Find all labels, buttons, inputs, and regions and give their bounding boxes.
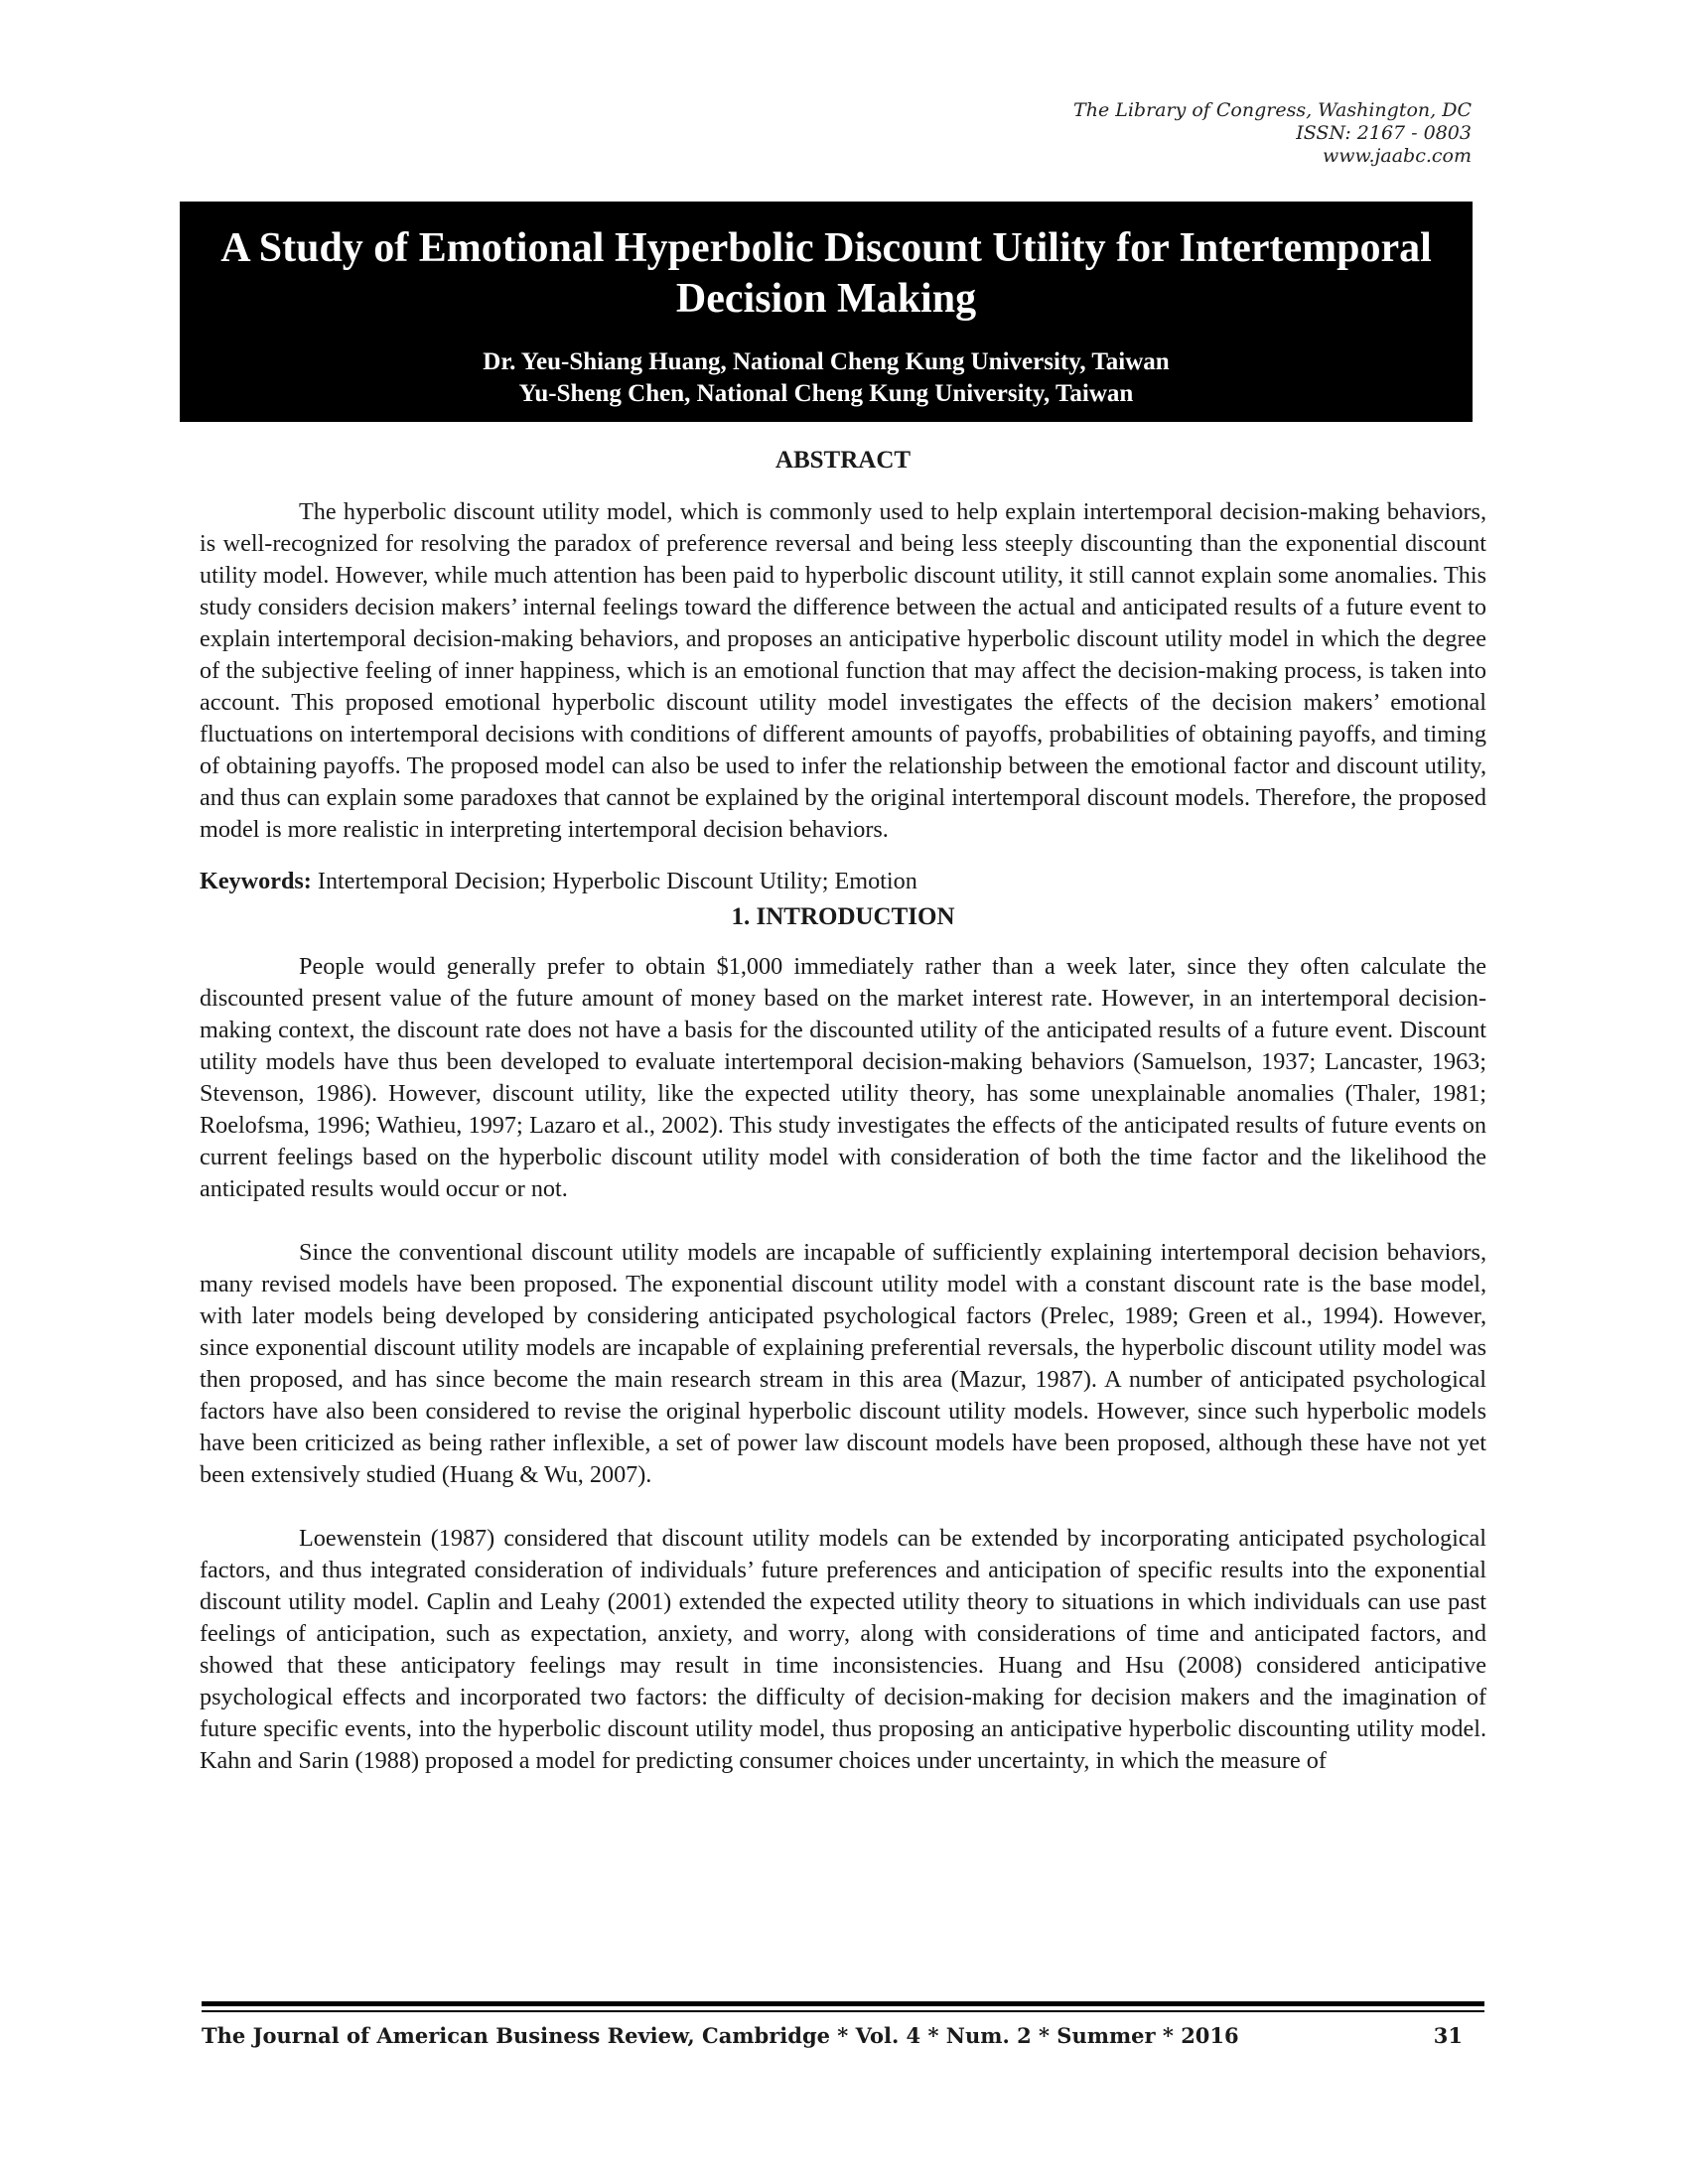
abstract-heading: ABSTRACT [774,447,912,474]
page-footer [202,2022,1463,2050]
issn-line: ISSN: 2167 - 0803 [1296,122,1472,144]
keywords-label: Keywords: [200,868,312,894]
author-1: Dr. Yeu-Shiang Huang, National Cheng Kung University, Taiwan [483,348,1170,375]
title-banner [180,202,1473,422]
publication-info [1073,99,1472,168]
intro-paragraph-1: People would generally prefer to obtain $1,000 immediately rather than a week later, since they often calculate the discounted present value of the future amount of money based on the market interest rate. However, in an intertemporal decision-making context, the discount rate does not have a basis for the discounted utility of the anticipated results of a future event. Discount utility models have thus been developed to evaluate intertemporal decision-making behaviors (Samuelson, 1937; Lancaster, 1963; Stevenson, 1986). However, discount utility, like the expected utility theory, has some unexplainable anomalies (Thaler, 1981; Roelofsma, 1996; Wathieu, 1997; Lazaro et al., 2002). This study investigates the effects of the anticipated results of future events on current feelings based on the hyperbolic discount utility model with consideration of both the time factor and the likelihood the anticipated results would occur or not. [200,953,1486,1202]
author-list [180,346,1473,410]
abstract-section [200,445,1486,1777]
intro-paragraph-3: Loewenstein (1987) considered that discount utility models can be extended by incorporating anticipated psychological factors, and thus integrated consideration of individuals’ future preferences and anticipation of specific results into the exponential discount utility model. Caplin and Leahy (2001) extended the expected utility theory to situations in which individuals can use past feelings of anticipation, such as expectation, anxiety, and worry, along with considerations of time and anticipated factors, and showed that these anticipatory feelings may result in time inconsistencies. Huang and Hsu (2008) considered anticipative psychological effects and incorporated two factors: the difficulty of decision-making for decision makers and the imagination of future specific events, into the hyperbolic discount utility model, thus proposing an anticipative hyperbolic discounting utility model. Kahn and Sarin (1988) proposed a model for predicting consumer choices under uncertainty, in which the measure of [200,1525,1486,1774]
author-2: Yu-Sheng Chen, National Cheng Kung University, Taiwan [518,380,1134,407]
intro-paragraph-2: Since the conventional discount utility models are incapable of sufficiently explaining intertemporal decision behaviors, many revised models have been proposed. The exponential discount utility model with a constant discount rate is the base model, with later models being developed by considering anticipated psychological factors (Prelec, 1989; Green et al., 1994). However, since exponential discount utility models are incapable of explaining preferential reversals, the hyperbolic discount utility model was then proposed, and has since become the main research stream in this area (Mazur, 1987). A number of anticipated psychological factors have also been considered to revise the original hyperbolic discount utility models. However, since such hyperbolic models have been criticized as being rather inflexible, a set of power law discount models have been proposed, although these have not yet been extensively studied (Huang & Wu, 2007). [200,1239,1486,1488]
abstract-text: The hyperbolic discount utility model, which is commonly used to help explain intertemporal decision-making behaviors, is well-recognized for resolving the paradox of preference reversal and being less steeply discounting than the exponential discount utility model. However, while much attention has been paid to hyperbolic discount utility, it still cannot explain some anomalies. This study considers decision makers’ internal feelings toward the difference between the actual and anticipated results of a future event to explain intertemporal decision-making behaviors, and proposes an anticipative hyperbolic discount utility model in which the degree of the subjective feeling of inner happiness, which is an emotional function that may affect the decision-making process, is taken into account. This proposed emotional hyperbolic discount utility model investigates the effects of the decision makers’ emotional fluctuations on intertemporal decisions with conditions of different amounts of payoffs, probabilities of obtaining payoffs, and timing of obtaining payoffs. The proposed model can also be used to infer the relationship between the emotional factor and discount utility, and thus can explain some paradoxes that cannot be explained by the original intertemporal discount models. Therefore, the proposed model is more realistic in interpreting intertemporal decision behaviors. [200,498,1486,843]
footer-rule-thin [202,2010,1484,2012]
title-line-1: A Study of Emotional Hyperbolic Discount Utility for Intertemporal [220,225,1432,271]
footer-rule-thick [202,2001,1484,2006]
introduction-heading: 1. INTRODUCTION [731,903,955,930]
keywords-line [200,866,1486,897]
keywords-text: Intertemporal Decision; Hyperbolic Discount Utility; Emotion [311,868,917,894]
journal-citation: The Journal of American Business Review, Cambridge * Vol. 4 * Num. 2 * Summer * 2016 [202,2023,1239,2048]
publisher-line: The Library of Congress, Washington, DC [1073,99,1472,121]
title-line-2: Decision Making [675,276,977,322]
page-number: 31 [1433,2023,1463,2048]
website-link[interactable]: www.jaabc.com [1322,145,1472,167]
paper-title [180,223,1473,325]
